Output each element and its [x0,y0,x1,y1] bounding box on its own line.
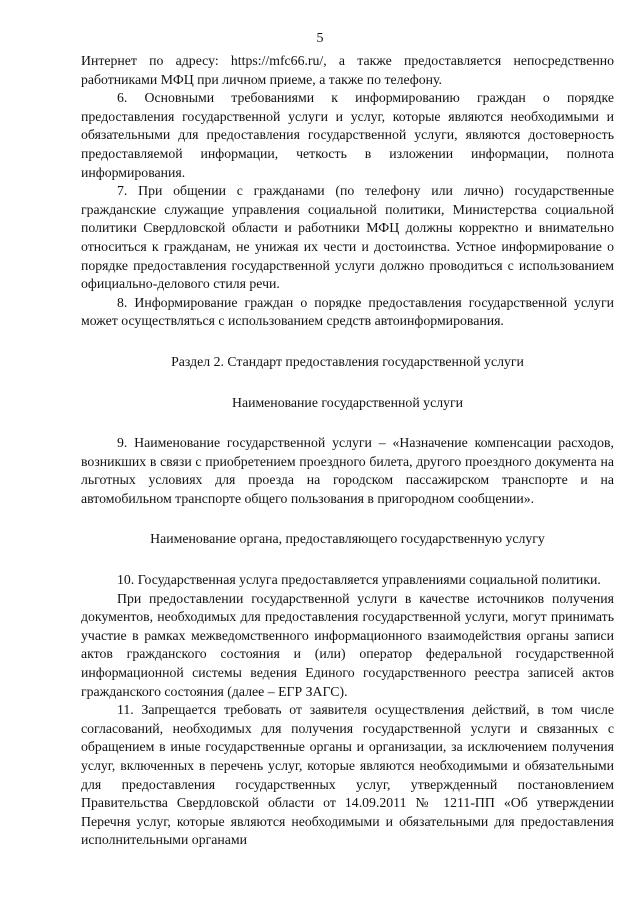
section-heading: Раздел 2. Стандарт предоставления государственной услуги [171,353,524,369]
spacer [81,331,614,353]
paragraph-7: 7. При общении с гражданами (по телефону или лично) государственные гражданские служащие управления социальной политики, Министерства социальной политики Свердловской области и работники МФЦ должны корректно и внимательно относиться к гражданам, не унижая их чести и достоинства. Устное информирование о порядке предоставления государственной услуги должно проводиться с использованием официально-делового стиля речи. [81,183,614,292]
subsection-heading-service-name: Наименование государственной услуги [231,394,464,410]
paragraph-continuation: Интернет по адресу: https://mfc66.ru/, а также предоставляется непосредственно работниками МФЦ при личном приеме, а также по телефону. [81,53,614,87]
paragraph-6: 6. Основными требованиями к информированию граждан о порядке предоставления государственной услуги и услуг, которые являются необходимыми и обязательными для предоставления государственной услуги, являются достоверность предоставляемой информации, четкость в изложении информации, полнота информирования. [81,90,614,180]
spacer [81,412,614,434]
spacer [81,508,614,530]
page-number: 5 [316,31,324,46]
spacer [81,549,614,571]
paragraph-9: 9. Наименование государственной услуги – «Назначение компенсации расходов, возникших в связи с приобретением проездного билета, другого проездного документа на льготных условиях для проезда на городском пассажирском транспорте и на автомобильном транспорте общего пользования в пригородном сообщении». [81,435,614,506]
document-body [81,52,614,850]
subsection-heading-agency-name: Наименование органа, предоставляющего государственную услугу [150,531,545,547]
paragraph-11: 11. Запрещается требовать от заявителя осуществления действий, в том числе согласований, необходимых для получения государственной услуги и связанных с обращением в иные государственные органы и организации, за исключением получения услуг, включенных в перечень услуг, которые являются необходимыми и обязательными для предоставления государственных услуг, утвержденный постановлением Правительства Свердловской области от 14.09.2011 № 1211-ПП «Об утверждении Перечня услуг, которые являются необходимыми и обязательными для предоставления исполнительными органами [81,702,614,848]
paragraph-10: 10. Государственная услуга предоставляется управлениями социальной политики. [117,572,601,588]
paragraph-10-continuation: При предоставлении государственной услуги в качестве источников получения документов, необходимых для предоставления государственной услуги, могут принимать участие в рамках межведомственного информационного взаимодействия органы записи актов гражданского состояния и (или) оператор федеральной государственной информационной системы ведения Единого государственного реестра записей актов гражданского состояния (далее – ЕГР ЗАГС). [81,590,614,699]
paragraph-8: 8. Информирование граждан о порядке предоставления государственной услуги может осуществляться с использованием средств автоинформирования. [81,294,614,329]
spacer [81,372,614,394]
